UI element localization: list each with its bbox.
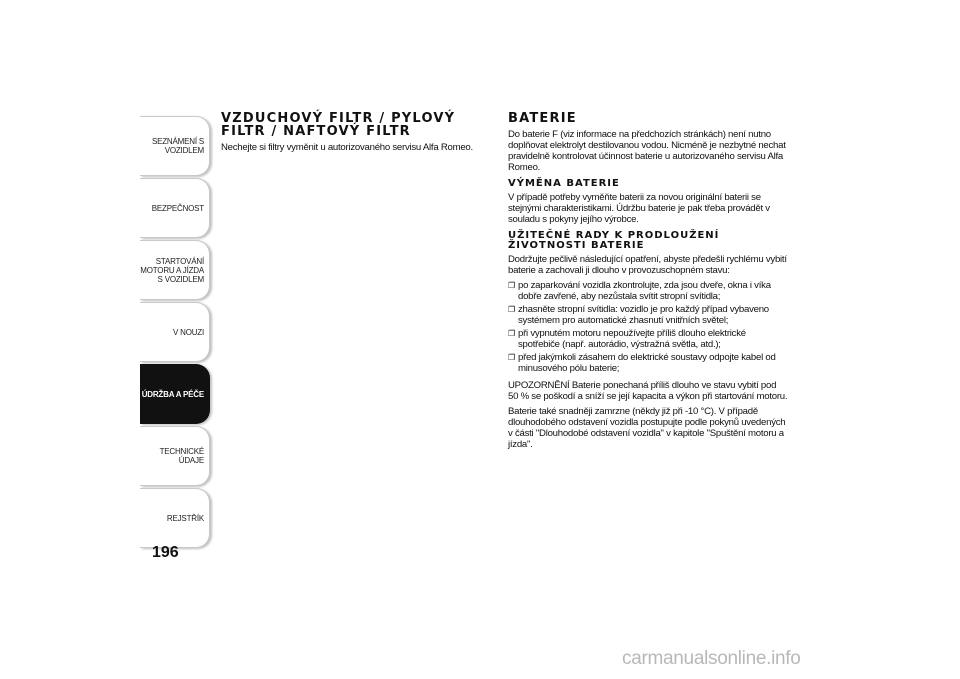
checkbox-bullet-icon: ❐ — [508, 353, 515, 362]
tab-seznameni-s-vozidlem[interactable] — [140, 116, 210, 176]
tab-rejstrik[interactable] — [140, 488, 210, 548]
tab-label: STARTOVÁNÍ MOTORU A JÍZDA S VOZIDLEM — [140, 256, 204, 284]
battery-replacement-heading: VÝMĚNA BATERIE — [508, 178, 620, 189]
right-column — [508, 112, 788, 454]
tab-startovani-motoru[interactable] — [140, 240, 210, 300]
tab-udrzba-a-pece[interactable] — [140, 364, 210, 424]
filter-heading: VZDUCHOVÝ FILTR / PYLOVÝ FILTR / NAFTOVÝ FILTR — [221, 111, 456, 139]
battery-tips-heading: UŽITEČNÉ RADY K PRODLOUŽENÍ ŽIVOTNOSTI BATERIE — [508, 230, 720, 251]
tab-label: TECHNICKÉ ÚDAJE — [159, 447, 204, 465]
list-item: ❐ zhasněte stropní svítidla: vozidlo je pro každý případ vybaveno systémem pro automatické zhasnutí vnitřních světel; — [508, 304, 769, 326]
checkbox-bullet-icon: ❐ — [508, 329, 515, 338]
tab-label: REJSTŘÍK — [166, 513, 204, 523]
tab-label: SEZNÁMENÍ S VOZIDLEM — [151, 137, 204, 155]
battery-heading: BATERIE — [508, 111, 577, 126]
tab-technicke-udaje[interactable] — [140, 426, 210, 486]
checkbox-bullet-icon: ❐ — [508, 305, 515, 314]
list-item: ❐ před jakýmkoli zásahem do elektrické soustavy odpojte kabel od minusového pólu baterie; — [508, 352, 776, 374]
battery-warning: UPOZORNĚNÍ Baterie ponechaná příliš dlouho ve stavu vybití pod 50 % se poškodí a sníží se její kapacita a výkon při startování motoru. — [508, 380, 788, 402]
watermark-text: carmanualsonline.info — [622, 648, 801, 669]
tab-label: BEZPEČNOST — [151, 203, 204, 213]
tab-bezpecnost[interactable] — [140, 178, 210, 238]
page-number: 196 — [152, 544, 179, 561]
tab-v-nouzi[interactable] — [140, 302, 210, 362]
list-item: ❐ při vypnutém motoru nepoužívejte příliš dlouho elektrické spotřebiče (např. autorádio, výstražná světla, atd.); — [508, 328, 746, 350]
left-column — [221, 112, 483, 157]
filter-paragraph: Nechejte si filtry vyměnit u autorizovaného servisu Alfa Romeo. — [221, 142, 473, 153]
checkbox-bullet-icon: ❐ — [508, 281, 515, 290]
battery-tips-intro: Dodržujte pečlivě následující opatření, abyste předešli rychlému vybití baterie a zachovali ji dlouho v provozuschopném stavu: — [508, 254, 787, 276]
battery-replacement-text: V případě potřeby vyměňte baterii za novou originální baterii se stejnými charakteristikami. Údržbu baterie je pak třeba provádět v souladu s pokyny jejího výrobce. — [508, 192, 770, 225]
battery-tips-list — [508, 280, 788, 374]
list-item: ❐ po zaparkování vozidla zkontrolujte, zda jsou dveře, okna i víka dobře zavřené, aby nezůstala svítit stropní svítidla; — [508, 280, 771, 302]
battery-freeze-note: Baterie také snadněji zamrzne (někdy již při -10 °C). V případě dlouhodobého odstavení vozidla postupujte podle pokynů uvedených v části "Dlouhodobé odstavení vozidla" v kapitole "Spuštění motoru a jízda". — [508, 406, 786, 450]
tab-label: V NOUZI — [172, 327, 204, 337]
tab-label: ÚDRŽBA A PÉČE — [141, 389, 204, 399]
battery-intro: Do baterie F (viz informace na předchozích stránkách) není nutno doplňovat elektrolyt destilovanou vodou. Nicméně je nezbytné nechat pravidelně kontrolovat účinnost baterie u autorizovaného servisu Alfa Romeo. — [508, 129, 786, 173]
